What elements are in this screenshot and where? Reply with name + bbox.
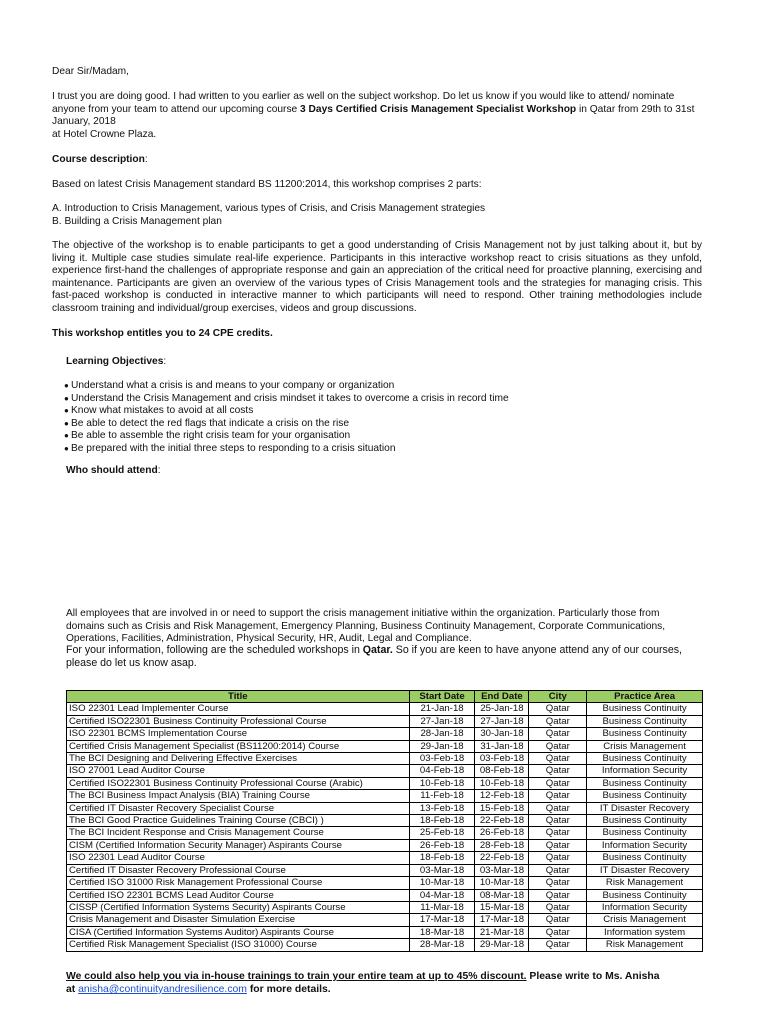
cell-city: Qatar: [529, 753, 587, 765]
cell-city: Qatar: [529, 728, 587, 740]
part-b: B. Building a Crisis Management plan: [52, 215, 222, 227]
cell-practice-area: Business Continuity: [587, 703, 703, 715]
cell-city: Qatar: [529, 815, 587, 827]
cpe-credits-line: This workshop entitles you to 24 CPE credits.: [52, 328, 273, 339]
cell-start-date: 18-Mar-18: [409, 926, 475, 938]
table-row: [67, 703, 703, 715]
cell-practice-area: Business Continuity: [587, 715, 703, 727]
cell-start-date: 04-Mar-18: [409, 889, 475, 901]
cell-start-date: 11-Feb-18: [409, 790, 475, 802]
schedule-city: Qatar.: [362, 644, 393, 656]
cell-end-date: 22-Feb-18: [475, 852, 529, 864]
list-item: ● Be able to assemble the right crisis team for your organisation: [64, 430, 351, 442]
cell-end-date: 25-Jan-18: [475, 703, 529, 715]
who-should-attend-heading: [66, 465, 161, 478]
cell-city: Qatar: [529, 715, 587, 727]
table-row: [67, 889, 703, 901]
cell-title: CISSP (Certified Information Systems Security) Aspirants Course: [67, 901, 410, 913]
cell-title: Certified IT Disaster Recovery Specialist Course: [67, 802, 410, 814]
cell-start-date: 28-Jan-18: [409, 728, 475, 740]
cell-city: Qatar: [529, 765, 587, 777]
cell-end-date: 22-Feb-18: [475, 815, 529, 827]
cell-title: Certified ISO 31000 Risk Management Professional Course: [67, 877, 410, 889]
cell-practice-area: Risk Management: [587, 939, 703, 951]
cell-title: ISO 27001 Lead Auditor Course: [67, 765, 410, 777]
bullet-icon: ●: [64, 381, 69, 390]
intro-dates: in Qatar from 29th to 31st January, 2018: [52, 103, 695, 128]
table-row: [67, 852, 703, 864]
discount-text: 45% discount.: [456, 971, 527, 982]
cell-title: Certified Risk Management Specialist (ISO 31000) Course: [67, 939, 410, 951]
cell-end-date: 10-Mar-18: [475, 877, 529, 889]
cell-start-date: 10-Mar-18: [409, 877, 475, 889]
cell-start-date: 27-Jan-18: [409, 715, 475, 727]
cell-title: ISO 22301 Lead Implementer Course: [67, 703, 410, 715]
cell-city: Qatar: [529, 827, 587, 839]
cell-end-date: 08-Mar-18: [475, 889, 529, 901]
cell-title: The BCI Business Impact Analysis (BIA) Training Course: [67, 790, 410, 802]
cell-city: Qatar: [529, 740, 587, 752]
learning-objectives-list: [64, 380, 509, 456]
table-row: [67, 802, 703, 814]
table-row: [67, 777, 703, 789]
bullet-icon: ●: [64, 406, 69, 416]
cell-end-date: 15-Feb-18: [475, 802, 529, 814]
cell-title: Certified ISO22301 Business Continuity Professional Course (Arabic): [67, 777, 410, 789]
cell-practice-area: Business Continuity: [587, 889, 703, 901]
table-row: [67, 864, 703, 876]
objective-paragraph: The objective of the workshop is to enable participants to get a good understanding of Crisis Management not by just talking about it, but by living it. Multiple case studies simulate real-life experience. Participants in this interactive workshop react to crisis situations as they unfold, experience first-hand the challenges of appropriate response and gain an appreciation of the critical need for proactive planning, exercising and maintenance. Participants are given an overview of the various types of Crisis Management tools and the strategies for managing crisis. This fast-paced workshop is conducted in interactive manner to which participants will need to respond. Other training methodologies include classroom training and individual/group exercises, videos and group discussions.: [52, 240, 702, 314]
intro-venue: at Hotel Crowne Plaza.: [52, 128, 157, 140]
cell-start-date: 21-Jan-18: [409, 703, 475, 715]
table-row: [67, 926, 703, 938]
salutation: Dear Sir/Madam,: [52, 66, 129, 77]
table-row: [67, 827, 703, 839]
intro-text: I trust you are doing good. I had written to you earlier as well on the subject workshop. Do let us know if you would like to attend/ nominate anyone from your team to attend our upcoming course: [52, 91, 675, 115]
who-should-attend-label: Who should attend: [66, 465, 158, 476]
table-row: [67, 914, 703, 926]
cell-practice-area: Business Continuity: [587, 753, 703, 765]
workshop-title: 3 Days Certified Crisis Management Specialist Workshop: [300, 103, 577, 115]
course-description-heading: [52, 154, 702, 167]
email-link[interactable]: anisha@continuityandresilience.com: [78, 984, 247, 995]
table-row: [67, 790, 703, 802]
cell-end-date: 30-Jan-18: [475, 728, 529, 740]
bullet-icon: ●: [64, 418, 69, 428]
footer-note: [66, 970, 726, 996]
cell-city: Qatar: [529, 864, 587, 876]
cell-start-date: 18-Feb-18: [409, 815, 475, 827]
footer-text: We could also help you via in-house trainings to train your entire team at up to: [66, 971, 457, 982]
learning-objectives-label: Learning Objectives: [66, 356, 164, 367]
cell-start-date: 03-Mar-18: [409, 864, 475, 876]
bullet-icon: ●: [64, 393, 69, 403]
cell-city: Qatar: [529, 790, 587, 802]
attendees-paragraph: All employees that are involved in or need to support the crisis management initiative within the organization. Particularly those from domains such as Crisis and Risk Management, Emergency Planning, Business Continuity Management, Corporate Communications, Operations, Facilities, Administration, Physical Security, HR, Audit, Legal and Compliance.: [66, 608, 666, 645]
cell-end-date: 03-Feb-18: [475, 753, 529, 765]
table-row: [67, 939, 703, 951]
footer-contact: Please write to Ms. Anisha: [526, 971, 660, 982]
footer-at: at: [66, 984, 79, 995]
table-body: [67, 703, 703, 951]
cell-title: Certified IT Disaster Recovery Professional Course: [67, 864, 410, 876]
cell-end-date: 03-Mar-18: [475, 864, 529, 876]
list-item: ● Be prepared with the initial three steps to responding to a crisis situation: [64, 442, 396, 454]
cell-title: CISA (Certified Information Systems Auditor) Aspirants Course: [67, 926, 410, 938]
course-description-colon: :: [144, 154, 148, 165]
column-header-start-date: Start Date: [409, 691, 475, 703]
who-should-attend-colon: :: [157, 465, 161, 476]
cell-practice-area: Crisis Management: [587, 914, 703, 926]
bullet-icon: ●: [64, 431, 69, 441]
list-item: ● Understand what a crisis is and means to your company or organization: [64, 380, 395, 391]
cell-title: Certified ISO22301 Business Continuity Professional Course: [67, 715, 410, 727]
table-row: [67, 715, 703, 727]
cell-start-date: 28-Mar-18: [409, 939, 475, 951]
table-row: [67, 815, 703, 827]
cell-start-date: 11-Mar-18: [409, 901, 475, 913]
table-header-row: [67, 691, 703, 703]
cell-city: Qatar: [529, 914, 587, 926]
cell-start-date: 17-Mar-18: [409, 914, 475, 926]
footer-tail: for more details.: [246, 984, 331, 995]
cell-start-date: 25-Feb-18: [409, 827, 475, 839]
table-row: [67, 740, 703, 752]
table-row: [67, 765, 703, 777]
cell-start-date: 29-Jan-18: [409, 740, 475, 752]
cell-start-date: 04-Feb-18: [409, 765, 475, 777]
cell-practice-area: Business Continuity: [587, 777, 703, 789]
cell-start-date: 03-Feb-18: [409, 753, 475, 765]
cell-end-date: 15-Mar-18: [475, 901, 529, 913]
standard-line: Based on latest Crisis Management standard BS 11200:2014, this workshop comprises 2 parts:: [52, 179, 482, 190]
column-header-city: City: [529, 691, 587, 703]
cell-title: The BCI Designing and Delivering Effective Exercises: [67, 753, 410, 765]
cell-title: The BCI Incident Response and Crisis Management Course: [67, 827, 410, 839]
cell-practice-area: Business Continuity: [587, 790, 703, 802]
table-row: [67, 753, 703, 765]
part-a: A. Introduction to Crisis Management, various types of Crisis, and Crisis Management strategies: [52, 203, 486, 214]
cell-city: Qatar: [529, 901, 587, 913]
cell-title: Certified ISO 22301 BCMS Lead Auditor Course: [67, 889, 410, 901]
course-description-label: Course description: [52, 154, 145, 165]
learning-objectives-heading: [66, 356, 166, 369]
schedule-intro-tail: So if you are keen to have anyone attend any of our courses, please do let us know asap.: [66, 644, 682, 669]
schedule-intro-text: For your information, following are the scheduled workshops in: [66, 644, 363, 656]
schedule-intro: [66, 644, 686, 669]
cell-end-date: 08-Feb-18: [475, 765, 529, 777]
cell-end-date: 17-Mar-18: [475, 914, 529, 926]
cell-end-date: 12-Feb-18: [475, 790, 529, 802]
cell-end-date: 10-Feb-18: [475, 777, 529, 789]
cell-practice-area: Business Continuity: [587, 827, 703, 839]
table-row: [67, 901, 703, 913]
list-item: ● Be able to detect the red flags that indicate a crisis on the rise: [64, 417, 350, 429]
cell-city: Qatar: [529, 939, 587, 951]
cell-city: Qatar: [529, 802, 587, 814]
column-header-practice-area: Practice Area: [587, 691, 703, 703]
cell-practice-area: Risk Management: [587, 877, 703, 889]
intro-paragraph: [52, 91, 702, 141]
table-row: [67, 877, 703, 889]
workshop-parts: [52, 203, 702, 228]
cell-practice-area: Business Continuity: [587, 728, 703, 740]
cell-end-date: 28-Feb-18: [475, 839, 529, 851]
bullet-icon: ●: [64, 443, 69, 453]
cell-practice-area: Information system: [587, 926, 703, 938]
cell-practice-area: Business Continuity: [587, 852, 703, 864]
cell-start-date: 18-Feb-18: [409, 852, 475, 864]
cell-practice-area: IT Disaster Recovery: [587, 864, 703, 876]
cell-practice-area: Business Continuity: [587, 815, 703, 827]
column-header-end-date: End Date: [475, 691, 529, 703]
cell-practice-area: IT Disaster Recovery: [587, 802, 703, 814]
schedule-table: [66, 690, 703, 952]
cell-city: Qatar: [529, 852, 587, 864]
cell-practice-area: Information Security: [587, 901, 703, 913]
cell-title: The BCI Good Practice Guidelines Training Course (CBCI) ): [67, 815, 410, 827]
cell-practice-area: Information Security: [587, 765, 703, 777]
cell-end-date: 21-Mar-18: [475, 926, 529, 938]
cell-practice-area: Crisis Management: [587, 740, 703, 752]
cell-title: Certified Crisis Management Specialist (BS11200:2014) Course: [67, 740, 410, 752]
cell-start-date: 13-Feb-18: [409, 802, 475, 814]
table-row: [67, 839, 703, 851]
table-row: [67, 728, 703, 740]
cell-practice-area: Information Security: [587, 839, 703, 851]
cell-title: Crisis Management and Disaster Simulation Exercise: [67, 914, 410, 926]
list-item: ● Know what mistakes to avoid at all costs: [64, 405, 254, 417]
cell-end-date: 31-Jan-18: [475, 740, 529, 752]
list-item: ● Understand the Crisis Management and crisis mindset it takes to overcome a crisis in record time: [64, 392, 509, 404]
cell-title: ISO 22301 BCMS Implementation Course: [67, 728, 410, 740]
cell-end-date: 29-Mar-18: [475, 939, 529, 951]
cell-end-date: 27-Jan-18: [475, 715, 529, 727]
cell-city: Qatar: [529, 839, 587, 851]
cell-city: Qatar: [529, 777, 587, 789]
cell-start-date: 10-Feb-18: [409, 777, 475, 789]
cell-city: Qatar: [529, 926, 587, 938]
cell-city: Qatar: [529, 889, 587, 901]
learning-objectives-colon: :: [163, 356, 167, 367]
cell-end-date: 26-Feb-18: [475, 827, 529, 839]
cell-city: Qatar: [529, 877, 587, 889]
cell-city: Qatar: [529, 703, 587, 715]
cell-start-date: 26-Feb-18: [409, 839, 475, 851]
column-header-title: Title: [67, 691, 410, 703]
cell-title: ISO 22301 Lead Auditor Course: [67, 852, 410, 864]
cell-title: CISM (Certified Information Security Manager) Aspirants Course: [67, 839, 410, 851]
